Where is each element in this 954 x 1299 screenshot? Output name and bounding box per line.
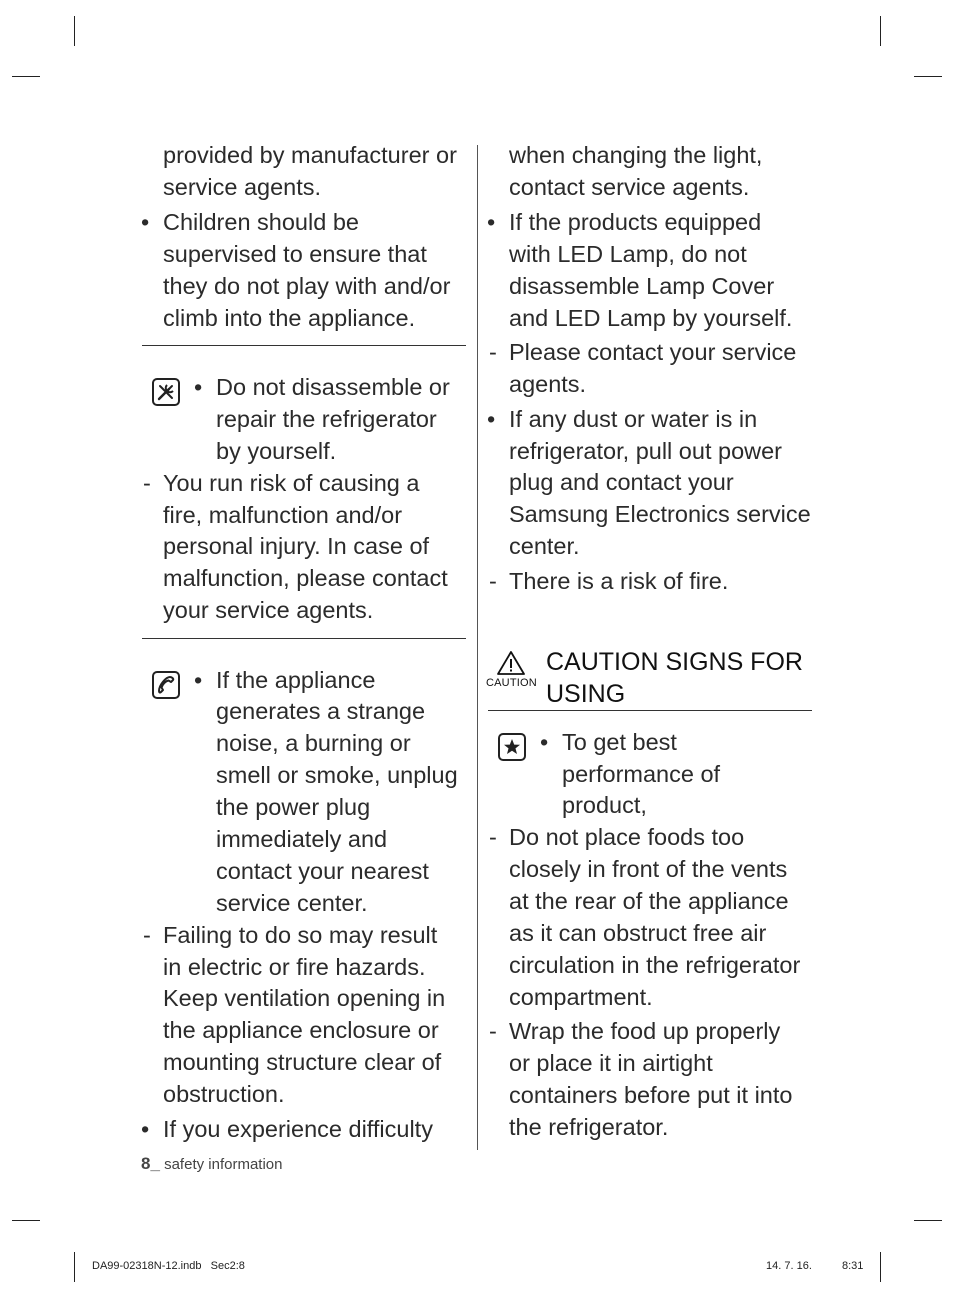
text-line: by yourself. xyxy=(216,438,337,464)
caution-label: CAUTION xyxy=(486,677,537,689)
print-date: 14. 7. 16. xyxy=(766,1260,812,1272)
text-line: contact your nearest xyxy=(216,858,429,884)
print-file-slug: DA99-02318N-12.indb Sec2:8 xyxy=(92,1260,245,1272)
section-divider xyxy=(142,638,466,639)
text-line: noise, a burning or xyxy=(216,730,411,756)
bullet-item: • To get best xyxy=(562,727,677,759)
text-line: Keep ventilation opening in xyxy=(163,985,446,1011)
phone-contact-icon xyxy=(152,671,180,699)
text-line: as it can obstruct free air xyxy=(509,920,767,946)
crop-mark xyxy=(880,16,881,46)
text-line: disassemble Lamp Cover xyxy=(509,273,775,299)
text-line: the refrigerator. xyxy=(509,1114,669,1140)
crop-mark xyxy=(12,1220,40,1221)
text-line: with LED Lamp, do not xyxy=(509,241,747,267)
bullet-item: • If the appliance xyxy=(216,665,375,697)
text-line: supervised to ensure that xyxy=(163,241,427,267)
text-line: compartment. xyxy=(509,984,653,1010)
star-tip-icon xyxy=(498,733,526,761)
text-line: at the rear of the appliance xyxy=(509,888,789,914)
text-line: malfunction, please contact xyxy=(163,565,448,591)
bullet-item: • If you experience difficulty xyxy=(163,1114,433,1146)
text-line: obstruction. xyxy=(163,1081,285,1107)
text-line: agents. xyxy=(509,371,587,397)
text-line: refrigerator, pull out power xyxy=(509,438,783,464)
section-heading: CAUTION SIGNS FOR xyxy=(546,648,803,676)
text-line: they do not play with and/or xyxy=(163,273,451,299)
text-line: plug and contact your xyxy=(509,469,734,495)
text-line: your service agents. xyxy=(163,597,374,623)
bullet-item: • Children should be xyxy=(163,207,359,239)
bullet-item: • If any dust or water is in xyxy=(509,404,757,436)
text-line: the appliance enclosure or xyxy=(163,1017,439,1043)
text-line: personal injury. In case of xyxy=(163,533,430,559)
crop-mark xyxy=(914,1220,942,1221)
text-line: when changing the light, xyxy=(509,142,763,168)
dash-item: - There is a risk of fire. xyxy=(509,566,728,598)
text-line: mounting structure clear of xyxy=(163,1049,442,1075)
text-line: repair the refrigerator xyxy=(216,406,437,432)
page-footer xyxy=(141,1154,282,1174)
dash-item: - Failing to do so may result xyxy=(163,920,437,952)
dash-item: - Do not place foods too xyxy=(509,822,744,854)
page-number: 8_ xyxy=(141,1154,160,1173)
crop-mark xyxy=(914,76,942,77)
text-line: and LED Lamp by yourself. xyxy=(509,305,793,331)
text-line: the power plug xyxy=(216,794,371,820)
text-line: Samsung Electronics service xyxy=(509,501,811,527)
text-line: closely in front of the vents xyxy=(509,856,788,882)
dash-item: - You run risk of causing a xyxy=(163,468,419,500)
crop-mark xyxy=(12,76,40,77)
text-line: climb into the appliance. xyxy=(163,305,416,331)
text-line: product, xyxy=(562,792,647,818)
section-divider xyxy=(142,345,466,346)
text-line: immediately and xyxy=(216,826,388,852)
text-line: provided by manufacturer or xyxy=(163,142,457,168)
column-divider xyxy=(477,145,478,1150)
dash-item: - Wrap the food up properly xyxy=(509,1016,780,1048)
text-line: center. xyxy=(509,533,580,559)
text-line: service center. xyxy=(216,890,368,916)
no-disassembly-icon xyxy=(152,378,180,406)
heading-underline xyxy=(488,710,812,711)
text-line: contact service agents. xyxy=(509,174,750,200)
text-line: performance of xyxy=(562,761,721,787)
text-line: circulation in the refrigerator xyxy=(509,952,801,978)
crop-mark xyxy=(74,16,75,46)
text-line: in electric or fire hazards. xyxy=(163,954,426,980)
text-line: fire, malfunction and/or xyxy=(163,502,403,528)
text-line: containers before put it into xyxy=(509,1082,793,1108)
text-line: or place it in airtight xyxy=(509,1050,713,1076)
section-name: safety information xyxy=(164,1156,283,1173)
text-line: service agents. xyxy=(163,174,322,200)
caution-triangle-icon xyxy=(496,650,526,676)
section-heading: USING xyxy=(546,680,626,708)
print-time: 8:31 xyxy=(842,1260,864,1272)
bullet-item: • If the products equipped xyxy=(509,207,761,239)
bullet-item: • Do not disassemble or xyxy=(216,372,450,404)
dash-item: - Please contact your service xyxy=(509,337,796,369)
crop-mark xyxy=(74,1252,75,1282)
text-line: generates a strange xyxy=(216,698,426,724)
crop-mark xyxy=(880,1252,881,1282)
text-line: smell or smoke, unplug xyxy=(216,762,458,788)
